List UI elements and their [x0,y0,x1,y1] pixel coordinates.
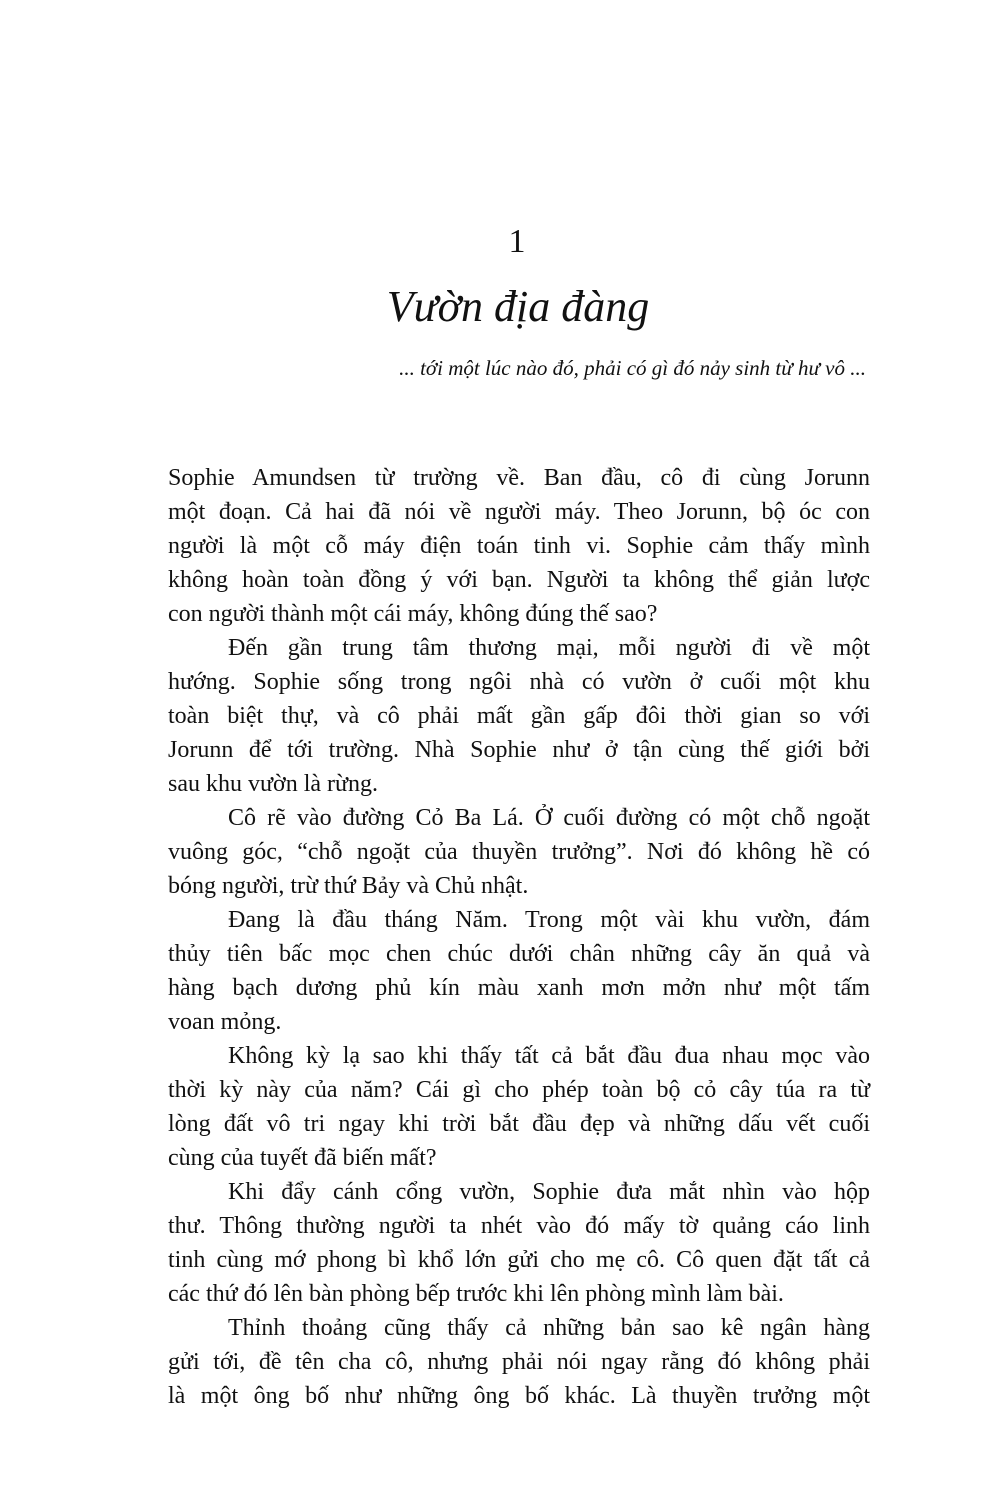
text-line: Cô rẽ vào đường Cỏ Ba Lá. Ở cuối đường có một chỗ ngoặt [228,805,870,831]
text-line: thủy tiên bấc mọc chen chúc dưới chân những cây ăn quả và [168,941,870,967]
chapter-number: 1 [508,223,526,260]
text-line: Thỉnh thoảng cũng thấy cả những bản sao kê ngân hàng [228,1315,870,1341]
text-line: Đến gần trung tâm thương mại, mỗi người đi về một [228,635,870,661]
text-line: bóng người, trừ thứ Bảy và Chủ nhật. [168,873,529,899]
chapter-title: Vườn địa đàng [386,282,650,331]
text-line: Không kỳ lạ sao khi thấy tất cả bắt đầu đua nhau mọc vào [228,1043,870,1069]
text-line: Sophie Amundsen từ trường về. Ban đầu, cô đi cùng Jorunn [168,465,870,491]
text-line: thư. Thông thường người ta nhét vào đó mấy tờ quảng cáo linh [168,1213,870,1239]
text-line: gửi tới, đề tên cha cô, nhưng phải nói ngay rằng đó không phải [168,1349,870,1375]
text-line: hướng. Sophie sống trong ngôi nhà có vườn ở cuối một khu [168,669,870,695]
chapter-epigraph: ... tới một lúc nào đó, phải có gì đó nảy sinh từ hư vô ... [399,356,866,380]
text-line: con người thành một cái máy, không đúng thế sao? [168,601,658,627]
text-line: hàng bạch dương phủ kín màu xanh mơn mởn như một tấm [168,975,870,1001]
text-line: người là một cỗ máy điện toán tinh vi. Sophie cảm thấy mình [168,533,870,559]
paragraph [168,1175,870,1311]
paragraph [168,1039,870,1175]
chapter-body [168,461,870,1413]
paragraph [168,801,870,903]
text-line: thời kỳ này của năm? Cái gì cho phép toàn bộ cỏ cây túa ra từ [168,1077,870,1103]
paragraph [168,903,870,1039]
text-line: là một ông bố như những ông bố khác. Là thuyền trưởng một [168,1383,870,1409]
text-line: vuông góc, “chỗ ngoặt của thuyền trưởng”. Nơi đó không hề có [168,839,870,865]
text-line: không hoàn toàn đồng ý với bạn. Người ta không thể giản lược [168,567,870,593]
text-line: một đoạn. Cả hai đã nói về người máy. Theo Jorunn, bộ óc con [168,499,870,525]
text-line: Đang là đầu tháng Năm. Trong một vài khu vườn, đám [228,907,870,933]
paragraph [168,631,870,801]
paragraph [168,461,870,631]
text-line: cùng của tuyết đã biến mất? [168,1145,437,1171]
text-line: voan mỏng. [168,1009,282,1035]
paragraph [168,1311,870,1413]
text-line: sau khu vườn là rừng. [168,771,379,797]
text-line: lòng đất vô tri ngay khi trời bắt đầu đẹp và những dấu vết cuối [168,1111,870,1137]
text-line: Jorunn để tới trường. Nhà Sophie như ở tận cùng thế giới bởi [168,737,870,763]
text-line: các thứ đó lên bàn phòng bếp trước khi lên phòng mình làm bài. [168,1281,784,1307]
text-line: Khi đẩy cánh cổng vườn, Sophie đưa mắt nhìn vào hộp [228,1179,870,1205]
text-line: tinh cùng mớ phong bì khổ lớn gửi cho mẹ cô. Cô quen đặt tất cả [168,1247,870,1273]
text-line: toàn biệt thự, và cô phải mất gần gấp đôi thời gian so với [168,703,870,729]
